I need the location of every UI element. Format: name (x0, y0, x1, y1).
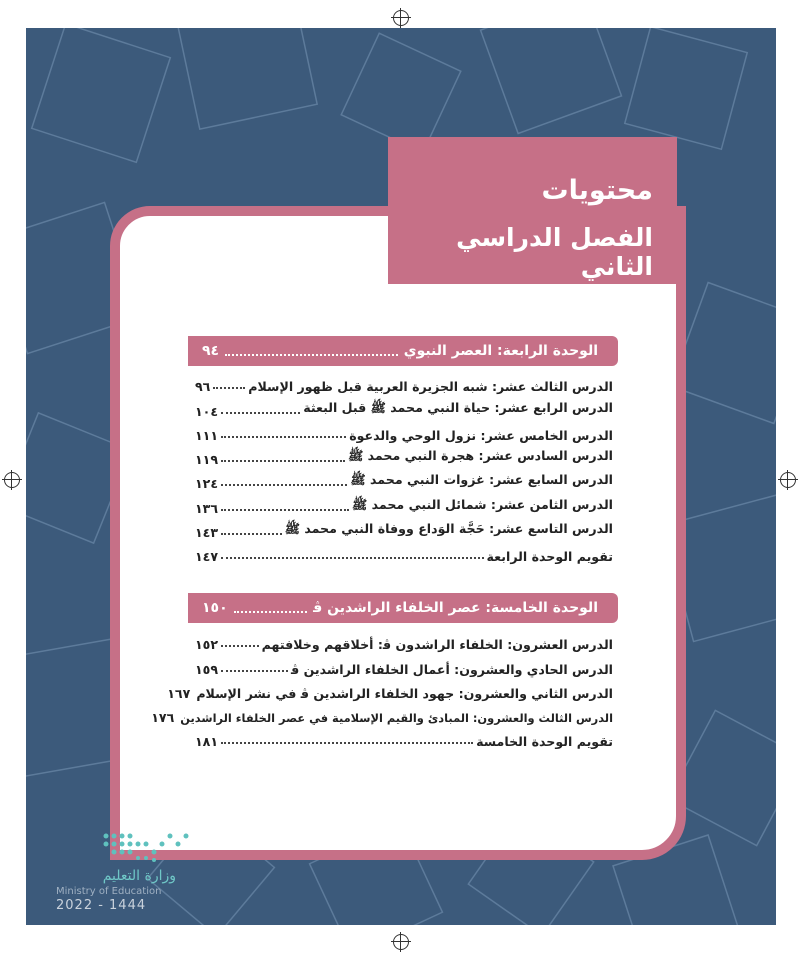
list-item[interactable] (195, 467, 613, 491)
unit-header[interactable] (188, 593, 618, 623)
lesson-title: الدرس الثامن عشر: شمائل النبي محمد ﷺ (352, 496, 613, 512)
lesson-title: تقويم الوحدة الرابعة (486, 549, 613, 565)
list-item[interactable] (151, 701, 613, 726)
lesson-title: الدرس الثالث والعشرون: المبادئ والقيم الإسلامية في عصر الخلفاء الراشدين (180, 711, 613, 726)
registration-mark-icon (4, 472, 20, 488)
leader-dots (221, 484, 347, 486)
leader-dots (221, 412, 300, 414)
lesson-page: ١٥٢ (195, 637, 219, 653)
lesson-title: الدرس الرابع عشر: حياة النبي محمد ﷺ قبل البعثة (303, 399, 613, 415)
leader-dots (213, 387, 245, 389)
lesson-page: ١٤٣ (195, 525, 219, 541)
lesson-title: الدرس الثاني والعشرون: جهود الخلفاء الراشدين ﭬ في نشر الإسلام (196, 685, 613, 701)
list-item[interactable] (195, 443, 613, 467)
leader-dots (221, 742, 473, 744)
title-box (388, 137, 677, 284)
unit-page: ١٥٠ (202, 600, 228, 616)
lesson-page: ١٤٧ (195, 549, 219, 565)
list-item[interactable] (195, 652, 613, 676)
registration-mark-icon (393, 934, 409, 950)
list-item[interactable] (195, 394, 613, 418)
leader-dots (225, 346, 398, 356)
lesson-list (195, 370, 613, 564)
lesson-page: ١٨١ (195, 734, 219, 750)
logo-dots-icon (100, 830, 190, 866)
list-item[interactable] (195, 540, 613, 564)
list-item[interactable] (195, 491, 613, 515)
lesson-title: الدرس السادس عشر: هجرة النبي محمد ﷺ (348, 448, 613, 464)
lesson-title: الدرس الخامس عشر: نزول الوحي والدعوة (349, 427, 613, 443)
unit-page: ٩٤ (202, 343, 220, 359)
logo-english-text: Ministry of Education (56, 886, 162, 897)
list-item[interactable] (195, 725, 613, 749)
page-title: محتويات (541, 175, 653, 206)
list-item[interactable] (195, 419, 613, 443)
lesson-title: تقويم الوحدة الخامسة (476, 734, 613, 750)
leader-dots (221, 460, 345, 462)
logo-year: 2022 - 1444 (56, 898, 147, 913)
leader-dots (221, 557, 483, 559)
registration-mark-icon (393, 10, 409, 26)
list-item[interactable] (167, 677, 613, 701)
lesson-page: ١٧٦ (151, 710, 175, 726)
leader-dots (221, 645, 259, 647)
list-item[interactable] (195, 628, 613, 652)
lesson-title: الدرس الحادي والعشرون: أعمال الخلفاء الراشدين ﭬ (290, 661, 613, 677)
lesson-page: ١٠٤ (195, 403, 219, 419)
leader-dots (234, 603, 307, 613)
list-item[interactable] (195, 370, 613, 394)
lesson-page: ١١٩ (195, 452, 219, 468)
lesson-title: الدرس العشرون: الخلفاء الراشدون ﭬ: أخلاقهم وخلافتهم (261, 637, 613, 653)
page-subtitle: الفصل الدراسي الثاني (456, 223, 653, 281)
lesson-page: ١٦٧ (167, 685, 191, 701)
leader-dots (221, 509, 349, 511)
unit-title: الوحدة الرابعة: العصر النبوي (403, 343, 598, 359)
lesson-title: الدرس الثالث عشر: شبه الجزيرة العربية قبل ظهور الإسلام (248, 379, 613, 395)
unit-title: الوحدة الخامسة: عصر الخلفاء الراشدين ﭬ (313, 600, 598, 616)
unit-header[interactable] (188, 336, 618, 366)
lesson-page: ١٥٩ (195, 661, 219, 677)
leader-dots (221, 670, 288, 672)
logo-arabic-text: وزارة التعليم (102, 868, 176, 884)
lesson-page: ١٢٤ (195, 476, 219, 492)
lesson-list (151, 628, 613, 750)
lesson-page: ١٣٦ (195, 500, 219, 516)
leader-dots (221, 533, 282, 535)
registration-mark-icon (780, 472, 796, 488)
lesson-title: الدرس التاسع عشر: حَجَّة الوَداع ووفاة النبي محمد ﷺ (284, 521, 613, 537)
leader-dots (221, 436, 346, 438)
lesson-title: الدرس السابع عشر: غزوات النبي محمد ﷺ (350, 472, 613, 488)
list-item[interactable] (195, 516, 613, 540)
lesson-page: ١١١ (195, 427, 219, 443)
lesson-page: ٩٦ (195, 379, 211, 395)
